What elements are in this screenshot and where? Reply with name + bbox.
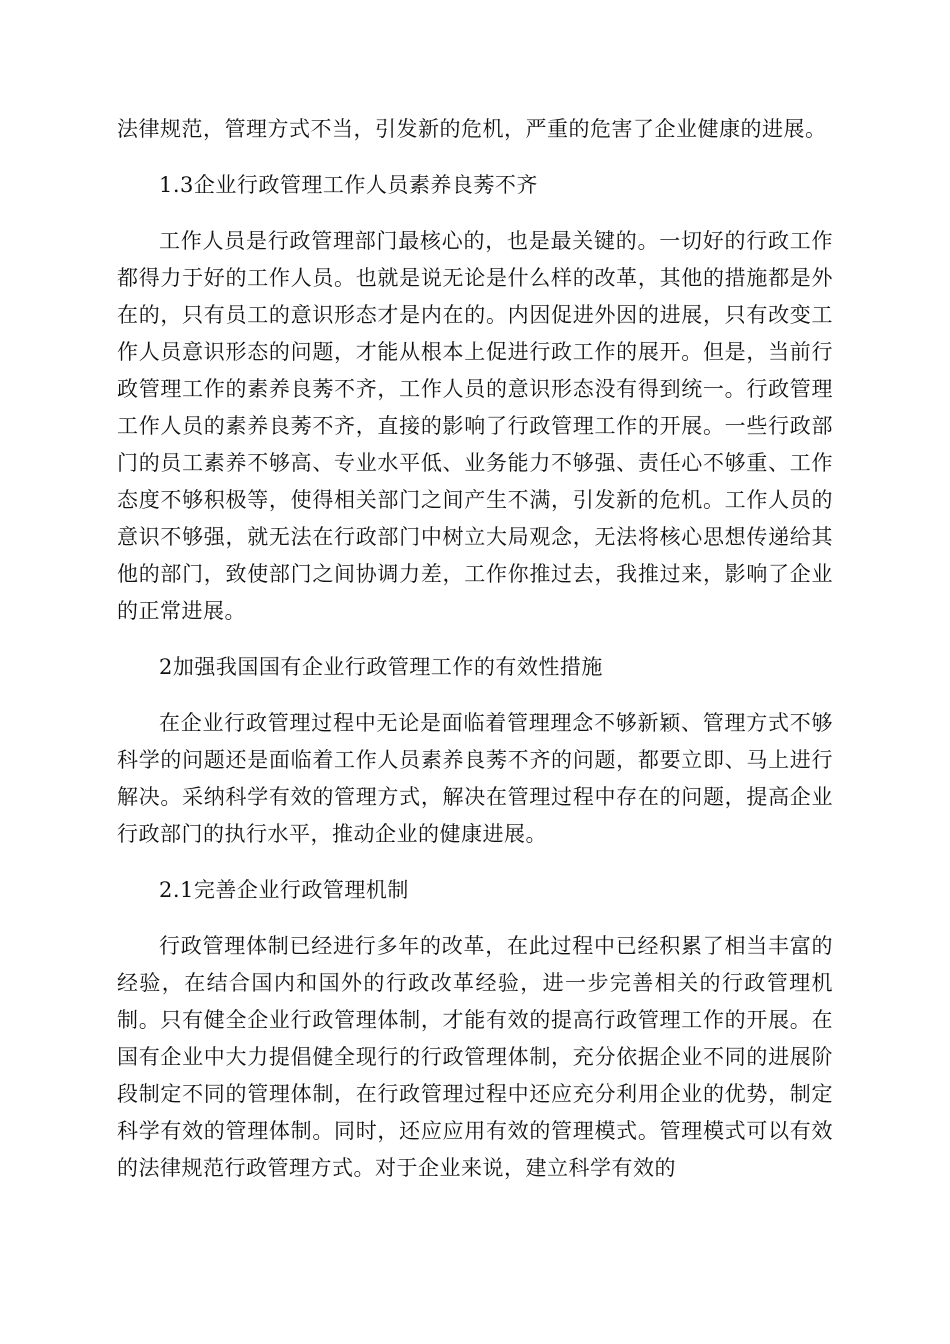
section-heading-2-1: 2.1完善企业行政管理机制 [159, 878, 409, 902]
paragraph-management-mechanism: 行政管理体制已经进行多年的改革，在此过程中已经积累了相当丰富的经验，在结合国内和国外的行政改革经验，进一步完善相关的行政管理机制。只有健全企业行政管理体制，才能有效的提高行政管理工作的开展。在国有企业中大力提倡健全现行的行政管理体制，充分依据企业不同的进展阶段制定不同的管理体制，在行政管理过程中还应充分利用企业的优势，制定科学有效的管理体制。同时，还应应用有效的管理模式。管理模式可以有效的法律规范行政管理方式。对于企业来说，建立科学有效的 [117, 934, 833, 1180]
paragraph-measures-intro: 在企业行政管理过程中无论是面临着管理理念不够新颖、管理方式不够科学的问题还是面临着工作人员素养良莠不齐的问题，都要立即、马上进行解决。采纳科学有效的管理方式，解决在管理过程中存在的问题，提高企业行政部门的执行水平，推动企业的健康进展。 [117, 711, 833, 846]
paragraph-staff-quality: 工作人员是行政管理部门最核心的，也是最关键的。一切好的行政工作都得力于好的工作人员。也就是说无论是什么样的改革，其他的措施都是外在的，只有员工的意识形态才是内在的。内因促进外因的进展，只有改变工作人员意识形态的问题，才能从根本上促进行政工作的展开。但是，当前行政管理工作的素养良莠不齐，工作人员的意识形态没有得到统一。行政管理工作人员的素养良莠不齐，直接的影响了行政管理工作的开展。一些行政部门的员工素养不够高、专业水平低、业务能力不够强、责任心不够重、工作态度不够积极等，使得相关部门之间产生不满，引发新的危机。工作人员的意识不够强，就无法在行政部门中树立大局观念，无法将核心思想传递给其他的部门，致使部门之间协调力差，工作你推过去，我推过来，影响了企业的正常进展。 [117, 229, 833, 623]
paragraph-continued: 法律规范，管理方式不当，引发新的危机，严重的危害了企业健康的进展。 [117, 117, 827, 141]
section-heading-1-3: 1.3企业行政管理工作人员素养良莠不齐 [159, 173, 538, 197]
document-page [117, 111, 833, 1206]
section-heading-2: 2加强我国国有企业行政管理工作的有效性措施 [159, 655, 603, 679]
